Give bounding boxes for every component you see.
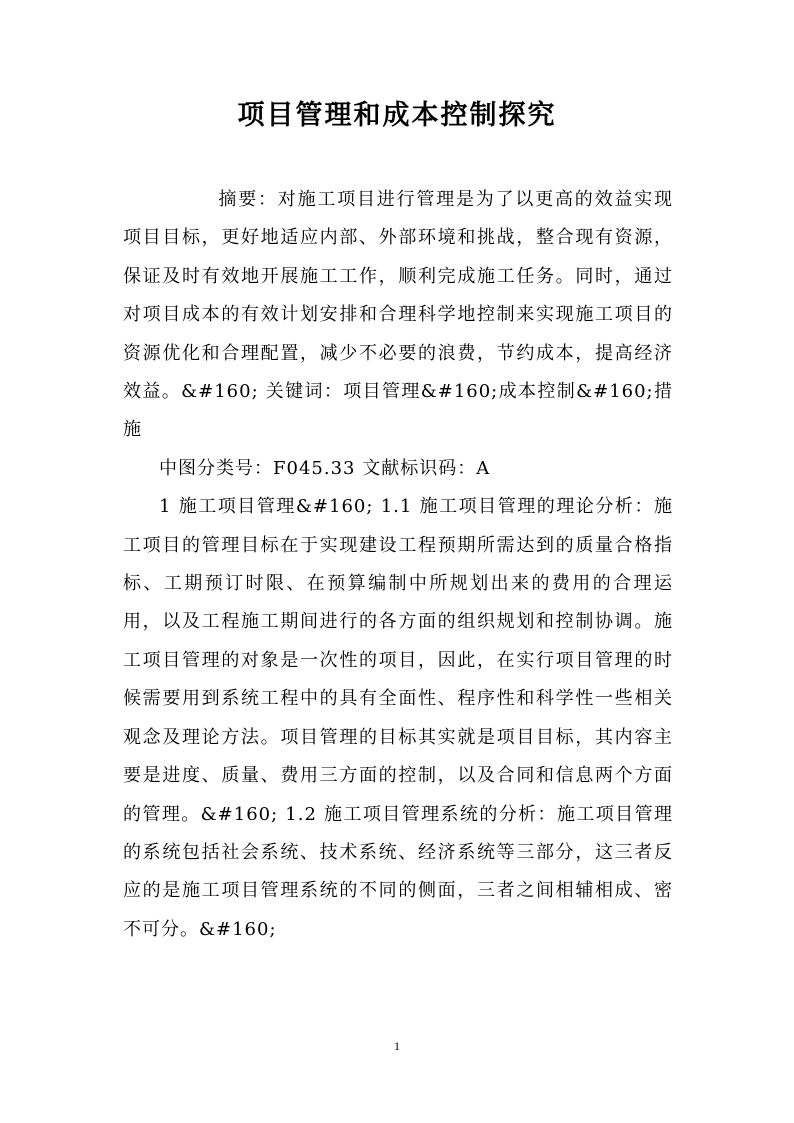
page-number: 1 [394, 1039, 400, 1053]
document-body [123, 181, 673, 949]
section-paragraph: 1 施工项目管理&#160; 1.1 施工项目管理的理论分析：施工项目的管理目标在于实现建设工程预期所需达到的质量合格指标、工期预订时限、在预算编制中所规划出来的费用的合理运用，以及工程施工期间进行的各方面的组织规划和控制协调。施工项目管理的对象是一次性的项目，因此，在实行项目管理的时候需要用到系统工程中的具有全面性、程序性和科学性一些相关观念及理论方法。项目管理的目标其实就是项目目标，其内容主要是进度、质量、费用三方面的控制，以及合同和信息两个方面的管理。&#160; 1.2 施工项目管理系统的分析：施工项目管理的系统包括社会系统、技术系统、经济系统等三部分，这三者反应的是施工项目管理系统的不同的侧面，三者之间相辅相成、密不可分。&#160; [123, 496, 673, 940]
abstract-paragraph: 摘要：对施工项目进行管理是为了以更高的效益实现项目目标，更好地适应内部、外部环境和挑战，整合现有资源，保证及时有效地开展施工工作，顺利完成施工任务。同时，通过对项目成本的有效计划安排和合理科学地控制来实现施工项目的资源优化和合理配置，减少不必要的浪费，节约成本，提高经济效益。&#160; 关键词：项目管理&#160;成本控制&#160;措施 [123, 189, 673, 441]
document-title: 项目管理和成本控制探究 [237, 100, 557, 131]
classification-paragraph: 中图分类号：F045.33 文献标识码：A [159, 457, 491, 479]
